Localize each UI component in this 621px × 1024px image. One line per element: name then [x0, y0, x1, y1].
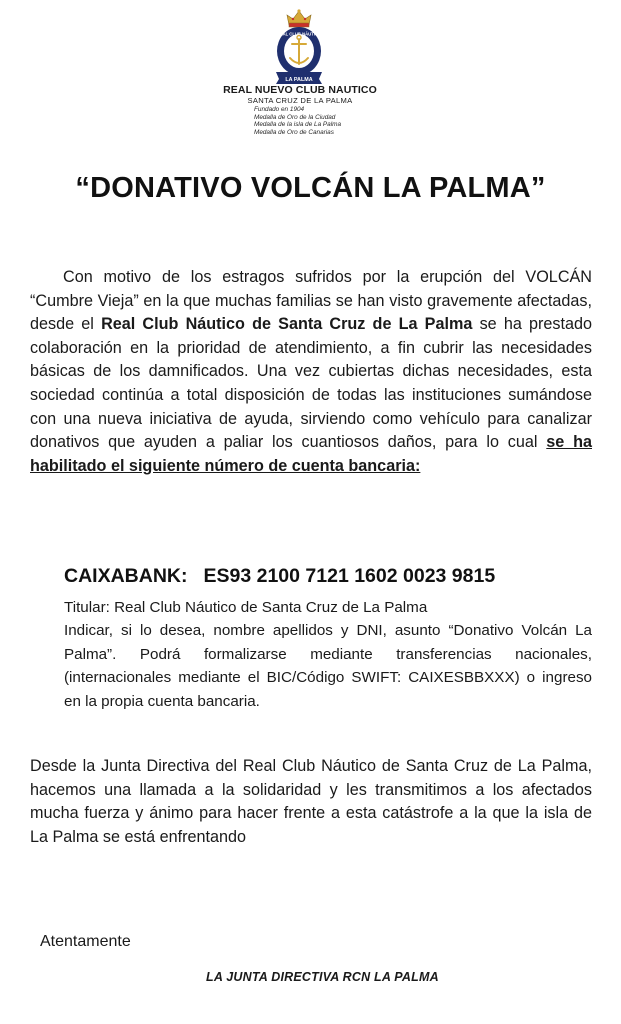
solidarity-paragraph: Desde la Junta Directiva del Real Club Náutico de Santa Cruz de La Palma, hacemos una llamada a la solidaridad y les transmitimos a los afectados mucha fuerza y ánimo para hacer frente a esta catástrofe a la que la isla de La Palma se está enfrentando	[30, 757, 592, 846]
transfer-instructions: Indicar, si lo desea, nombre apellidos y DNI, asunto “Donativo Volcán La Palma”. Podrá formalizarse mediante transferencias nacionales, (internacionales mediante el BIC/Código SWIFT: CAIXESBBXXX) o ingreso en la propia cuenta bancaria.	[64, 622, 592, 710]
emblem-banner-text: LA PALMA	[285, 77, 313, 83]
signature: LA JUNTA DIRECTIVA RCN LA PALMA	[206, 970, 439, 984]
club-emblem-icon	[272, 6, 326, 86]
club-detail-line: Medalla de Oro de la Ciudad	[254, 113, 336, 121]
document-title: “DONATIVO VOLCÁN LA PALMA”	[75, 172, 546, 204]
intro-text-part1: Con motivo de los estragos sufridos por la erupción del VOLCÁN “Cumbre Vieja” en la que muchas familias se han visto gravemente afectadas, desde el	[30, 268, 592, 334]
closing-salutation: Atentamente	[40, 933, 131, 950]
club-header	[150, 84, 450, 136]
bank-details	[64, 596, 592, 713]
emblem-ring-text: REAL CLUB NÁUTICO	[276, 31, 322, 37]
club-detail-line: Medalla de Oro de Canarias	[254, 128, 334, 136]
bank-account-line	[64, 565, 495, 588]
intro-paragraph	[30, 266, 592, 478]
bank-name: CAIXABANK:	[64, 565, 188, 587]
club-name-bold: Real Club Náutico de Santa Cruz de La Palma	[101, 315, 473, 334]
club-city: SANTA CRUZ DE LA PALMA	[247, 96, 353, 105]
club-detail-line: Fundado en 1904	[254, 106, 305, 113]
intro-text-part2: se ha prestado colaboración en la prioridad de atendimiento, a fin cubrir las necesidades básicas de los damnificados. Una vez cubiertas dichas necesidades, esta sociedad continúa a total disposición de todas las instituciones sumándose con una nueva iniciativa de ayuda, sirviendo como vehículo para canalizar donativos que ayuden a paliar los cuantiosos daños, para lo cual	[30, 315, 593, 452]
club-name: REAL NUEVO CLUB NAUTICO	[223, 84, 377, 96]
bank-iban: ES93 2100 7121 1602 0023 9815	[203, 565, 496, 587]
club-detail-line: Medalla de la isla de La Palma	[254, 121, 342, 129]
club-details	[254, 106, 450, 136]
account-holder: Titular: Real Club Náutico de Santa Cruz de La Palma	[64, 599, 428, 616]
account-notice-underlined: se ha habilitado el siguiente número de cuenta bancaria:	[30, 433, 592, 475]
